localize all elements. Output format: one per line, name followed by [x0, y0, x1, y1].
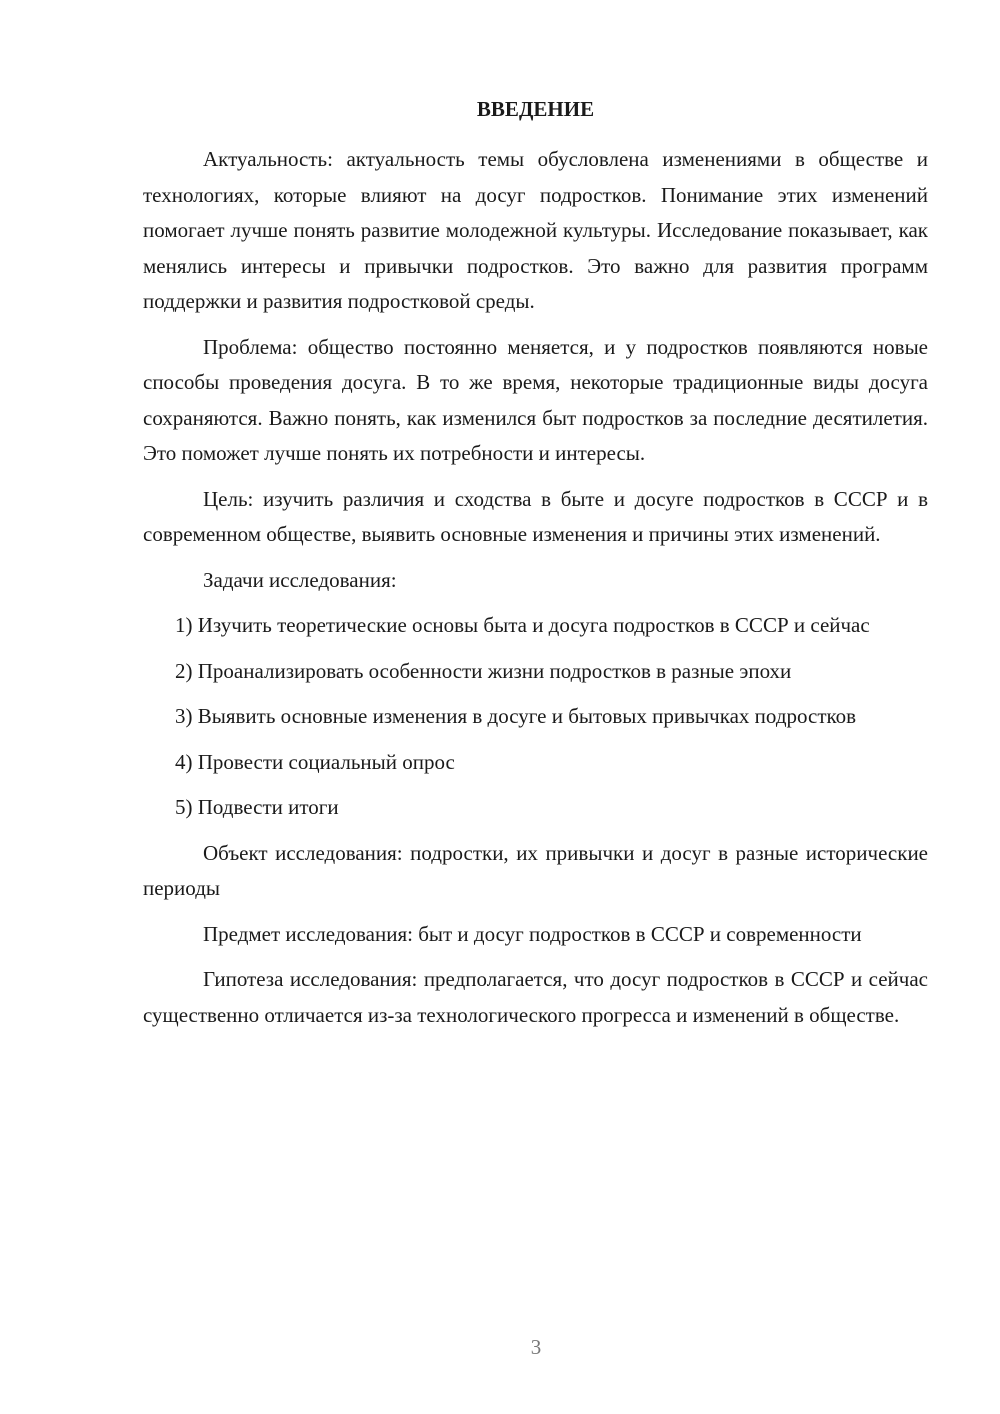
paragraph-relevance: Актуальность: актуальность темы обусловлена изменениями в обществе и технологиях, которые влияют на досуг подростков. Понимание этих изменений помогает лучше понять развитие молодежной культуры. Исследование показывает, как менялись интересы и привычки подростков. Это важно для развития программ поддержки и развития подростковой среды.: [143, 147, 928, 313]
page-number: 3: [530, 1335, 542, 1359]
task-item-4: 4) Провести социальный опрос: [175, 749, 455, 774]
task-item-3: 3) Выявить основные изменения в досуге и бытовых привычках подростков: [175, 704, 857, 728]
paragraph-object: Объект исследования: подростки, их привычки и досуг в разные исторические периоды: [143, 840, 928, 900]
paragraph-subject: Предмет исследования: быт и досуг подростков в СССР и современности: [203, 921, 862, 946]
task-item-5: 5) Подвести итоги: [175, 795, 339, 819]
task-item-2: 2) Проанализировать особенности жизни подростков в разные эпохи: [175, 658, 792, 683]
paragraph-problem: Проблема: общество постоянно меняется, и у подростков появляются новые способы проведения досуга. В то же время, некоторые традиционные виды досуга сохраняются. Важно понять, как изменился быт подростков за последние десятилетия. Это поможет лучше понять их потребности и интересы.: [143, 334, 928, 465]
document-page: [143, 94, 928, 1033]
paragraph-hypothesis: Гипотеза исследования: предполагается, что досуг подростков в СССР и сейчас существенно отличается из-за технологического прогресса и изменений в обществе.: [143, 967, 928, 1027]
section-heading: ВВЕДЕНИЕ: [476, 97, 595, 121]
paragraph-tasks-intro: Задачи исследования:: [203, 567, 397, 592]
task-item-1: 1) Изучить теоретические основы быта и досуга подростков в СССР и сейчас: [175, 613, 870, 637]
paragraph-goal: Цель: изучить различия и сходства в быте и досуге подростков в СССР и в современном обществе, выявить основные изменения и причины этих изменений.: [143, 486, 928, 546]
